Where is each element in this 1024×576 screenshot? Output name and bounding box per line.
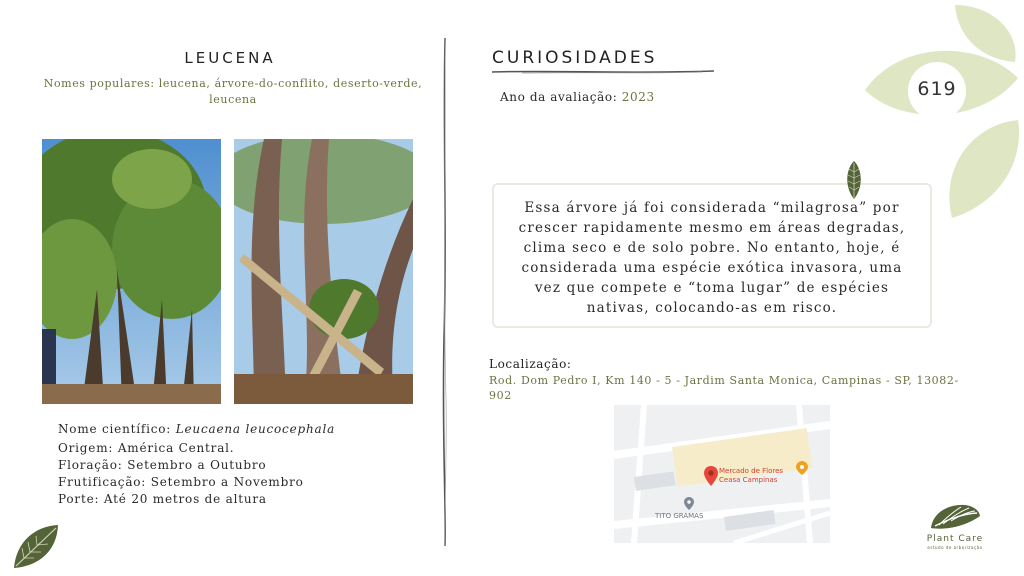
popular-names	[36, 76, 430, 108]
curiosity-text: Essa árvore já foi considerada “milagrosa” por crescer rapidamente mesmo em áreas degradas, clima seco e de solo pobre. No entanto, hoje, é considerada uma espécie exótica invasora, uma vez que compete e “toma lugar” de espécies nativas, colocando-as em risco.	[518, 200, 906, 316]
evaluation-number: 619	[917, 78, 957, 100]
origin-line: Origem: América Central.	[58, 441, 235, 455]
evaluation-year	[500, 90, 655, 104]
map-place-name-line1: Mercado de Flores	[719, 467, 784, 475]
scientific-name-value: Leucaena leucocephala	[175, 422, 336, 436]
brand-tagline: estudo de arborização	[927, 545, 983, 550]
brand-name: Plant Care	[926, 534, 984, 544]
popular-names-value: leucena, árvore-do-conflito, deserto-verde, leucena	[158, 77, 423, 106]
evaluation-year-label: Ano da avaliação:	[500, 90, 618, 104]
leaf-icon	[843, 160, 865, 200]
location-label: Localização:	[489, 357, 572, 371]
species-info	[58, 421, 418, 508]
fruiting-line: Frutificação: Setembro a Novembro	[58, 475, 304, 489]
curiosity-card	[492, 183, 932, 328]
tree-photo-2	[234, 139, 413, 404]
tree-photo-1	[42, 139, 221, 404]
curiosities-title: CURIOSIDADES	[492, 48, 658, 68]
scientific-name-label: Nome científico:	[58, 422, 172, 436]
map-secondary-place: TITO GRAMAS	[655, 512, 704, 520]
flowering-line: Floração: Setembro a Outubro	[58, 458, 267, 472]
map-food-pin-icon[interactable]	[796, 461, 808, 475]
map-place-name-line2: Ceasa Campinas	[719, 476, 778, 484]
size-line: Porte: Até 20 metros de altura	[58, 492, 267, 506]
map-place-name	[719, 467, 783, 485]
species-title: LEUCENA	[184, 49, 276, 67]
map-pin-icon[interactable]	[704, 466, 718, 486]
decorative-leaf-bottom-left	[10, 522, 62, 572]
popular-names-label: Nomes populares:	[43, 77, 155, 90]
scientific-name-line	[58, 421, 418, 438]
location-address: Rod. Dom Pedro I, Km 140 - 5 - Jardim Santa Monica, Campinas - SP, 13082-902	[489, 374, 959, 402]
column-divider	[440, 38, 450, 546]
title-underline	[492, 68, 714, 76]
brand-logo-icon	[929, 502, 981, 532]
map-gray-pin-icon[interactable]	[684, 497, 694, 510]
evaluation-year-value: 2023	[621, 90, 655, 104]
